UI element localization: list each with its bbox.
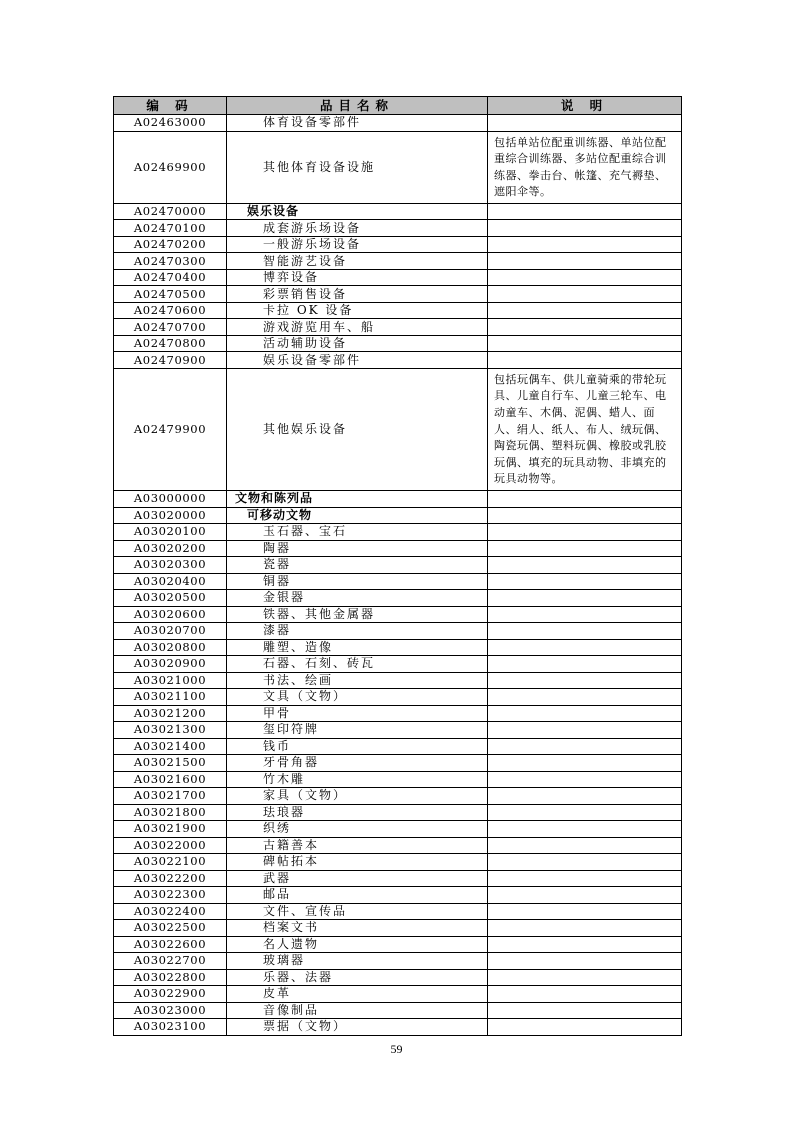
table-row [114, 253, 682, 270]
item-code: A02470100 [114, 220, 227, 237]
item-description [488, 755, 682, 772]
item-description [488, 738, 682, 755]
item-name: 碑帖拓本 [227, 854, 488, 871]
item-code: A03022000 [114, 837, 227, 854]
item-description [488, 236, 682, 253]
item-name: 玺印符牌 [227, 722, 488, 739]
item-code: A03020000 [114, 507, 227, 524]
table-row [114, 656, 682, 673]
item-name: 娱乐设备零部件 [227, 352, 488, 369]
item-name: 成套游乐场设备 [227, 220, 488, 237]
table-row [114, 507, 682, 524]
table-row [114, 854, 682, 871]
item-name: 乐器、法器 [227, 969, 488, 986]
item-code: A03020300 [114, 557, 227, 574]
item-description [488, 220, 682, 237]
table-row [114, 672, 682, 689]
item-code: A03022300 [114, 887, 227, 904]
item-name: 文物和陈列品 [227, 491, 488, 508]
table-row [114, 887, 682, 904]
item-code: A03021900 [114, 821, 227, 838]
table-row [114, 755, 682, 772]
table-row [114, 319, 682, 336]
item-code: A03022200 [114, 870, 227, 887]
table-row [114, 352, 682, 369]
item-name: 票据（文物） [227, 1019, 488, 1036]
item-code: A03023000 [114, 1002, 227, 1019]
item-name: 文具（文物） [227, 689, 488, 706]
item-description [488, 689, 682, 706]
item-code: A03020700 [114, 623, 227, 640]
table-row [114, 606, 682, 623]
table-row [114, 738, 682, 755]
table-row [114, 804, 682, 821]
item-name: 金银器 [227, 590, 488, 607]
item-description [488, 269, 682, 286]
item-description [488, 639, 682, 656]
item-description [488, 953, 682, 970]
item-name: 皮革 [227, 986, 488, 1003]
item-description [488, 1002, 682, 1019]
item-code: A03021400 [114, 738, 227, 755]
table-row [114, 722, 682, 739]
table-row [114, 1002, 682, 1019]
table-row [114, 220, 682, 237]
item-name: 钱币 [227, 738, 488, 755]
header-code: 编 码 [114, 97, 227, 115]
item-description [488, 623, 682, 640]
table-row [114, 131, 682, 203]
table-row [114, 903, 682, 920]
item-description [488, 573, 682, 590]
item-name: 铁器、其他金属器 [227, 606, 488, 623]
item-description [488, 319, 682, 336]
table-row [114, 491, 682, 508]
item-code: A02470500 [114, 286, 227, 303]
item-code: A02470600 [114, 302, 227, 319]
item-description [488, 557, 682, 574]
item-code: A03022700 [114, 953, 227, 970]
item-description [488, 507, 682, 524]
item-code: A03020900 [114, 656, 227, 673]
item-name: 名人遗物 [227, 936, 488, 953]
table-row [114, 969, 682, 986]
item-code: A03020800 [114, 639, 227, 656]
item-name: 古籍善本 [227, 837, 488, 854]
item-code: A02470700 [114, 319, 227, 336]
catalog-table [113, 96, 682, 1036]
item-code: A03021700 [114, 788, 227, 805]
table-row [114, 689, 682, 706]
item-description [488, 352, 682, 369]
item-name: 陶器 [227, 540, 488, 557]
item-description [488, 524, 682, 541]
table-row [114, 115, 682, 132]
item-name: 文件、宣传品 [227, 903, 488, 920]
table-row [114, 368, 682, 490]
table-row [114, 936, 682, 953]
item-code: A02470400 [114, 269, 227, 286]
item-name: 博弈设备 [227, 269, 488, 286]
item-name: 档案文书 [227, 920, 488, 937]
item-name: 其他体育设备设施 [227, 131, 488, 203]
item-name: 游戏游览用车、船 [227, 319, 488, 336]
item-description [488, 788, 682, 805]
item-code: A03020600 [114, 606, 227, 623]
item-code: A03022900 [114, 986, 227, 1003]
table-row [114, 540, 682, 557]
item-name: 彩票销售设备 [227, 286, 488, 303]
item-name: 体育设备零部件 [227, 115, 488, 132]
item-name: 瓷器 [227, 557, 488, 574]
item-description [488, 837, 682, 854]
table-row [114, 1019, 682, 1036]
item-description: 包括玩偶车、供儿童骑乘的带轮玩具、儿童自行车、儿童三轮车、电动童车、木偶、泥偶、蜡人、面人、绢人、纸人、布人、绒玩偶、陶瓷玩偶、塑料玩偶、橡胶或乳胶玩偶、填充的玩具动物、非填充的玩具动物等。 [488, 368, 682, 490]
item-description [488, 722, 682, 739]
item-name: 娱乐设备 [227, 203, 488, 220]
table-row [114, 286, 682, 303]
item-name: 可移动文物 [227, 507, 488, 524]
item-code: A03021600 [114, 771, 227, 788]
item-name: 书法、绘画 [227, 672, 488, 689]
item-description [488, 986, 682, 1003]
table-row [114, 524, 682, 541]
item-description [488, 115, 682, 132]
item-description [488, 590, 682, 607]
item-name: 石器、石刻、砖瓦 [227, 656, 488, 673]
table-row [114, 269, 682, 286]
item-description [488, 286, 682, 303]
item-code: A02469900 [114, 131, 227, 203]
item-code: A03023100 [114, 1019, 227, 1036]
item-description [488, 854, 682, 871]
item-name: 雕塑、造像 [227, 639, 488, 656]
item-name: 玻璃器 [227, 953, 488, 970]
item-description [488, 656, 682, 673]
item-name: 家具（文物） [227, 788, 488, 805]
item-code: A02470900 [114, 352, 227, 369]
table-row [114, 953, 682, 970]
item-name: 铜器 [227, 573, 488, 590]
item-name: 玉石器、宝石 [227, 524, 488, 541]
table-row [114, 557, 682, 574]
item-code: A03021100 [114, 689, 227, 706]
header-name: 品目名称 [227, 97, 488, 115]
item-code: A03020400 [114, 573, 227, 590]
item-name: 珐琅器 [227, 804, 488, 821]
item-description [488, 920, 682, 937]
table-row [114, 590, 682, 607]
item-code: A03021200 [114, 705, 227, 722]
item-description [488, 606, 682, 623]
table-row [114, 302, 682, 319]
item-code: A03022500 [114, 920, 227, 937]
item-description [488, 804, 682, 821]
item-code: A02470300 [114, 253, 227, 270]
item-description [488, 771, 682, 788]
table-row [114, 203, 682, 220]
item-description [488, 302, 682, 319]
table-row [114, 573, 682, 590]
item-name: 漆器 [227, 623, 488, 640]
item-description [488, 870, 682, 887]
item-description [488, 491, 682, 508]
item-description [488, 1019, 682, 1036]
item-name: 其他娱乐设备 [227, 368, 488, 490]
item-description [488, 335, 682, 352]
item-description [488, 540, 682, 557]
page-number: 59 [390, 1042, 403, 1056]
item-code: A03022800 [114, 969, 227, 986]
table-row [114, 236, 682, 253]
item-name: 一般游乐场设备 [227, 236, 488, 253]
item-name: 织绣 [227, 821, 488, 838]
table-row [114, 335, 682, 352]
table-body [114, 115, 682, 1036]
item-name: 竹木雕 [227, 771, 488, 788]
item-code: A03022600 [114, 936, 227, 953]
catalog-table-container [113, 96, 681, 1036]
table-row [114, 771, 682, 788]
item-code: A03021300 [114, 722, 227, 739]
item-code: A02463000 [114, 115, 227, 132]
item-code: A03021000 [114, 672, 227, 689]
item-name: 武器 [227, 870, 488, 887]
item-code: A02479900 [114, 368, 227, 490]
item-description [488, 887, 682, 904]
item-code: A03000000 [114, 491, 227, 508]
item-name: 音像制品 [227, 1002, 488, 1019]
item-code: A03020500 [114, 590, 227, 607]
item-code: A03020100 [114, 524, 227, 541]
item-description [488, 969, 682, 986]
item-description [488, 903, 682, 920]
table-row [114, 821, 682, 838]
item-name: 卡拉 OK 设备 [227, 302, 488, 319]
item-code: A03021500 [114, 755, 227, 772]
item-description [488, 705, 682, 722]
item-name: 甲骨 [227, 705, 488, 722]
table-row [114, 870, 682, 887]
header-desc: 说 明 [488, 97, 682, 115]
table-row [114, 986, 682, 1003]
item-code: A02470200 [114, 236, 227, 253]
table-row [114, 837, 682, 854]
item-name: 邮品 [227, 887, 488, 904]
item-name: 活动辅助设备 [227, 335, 488, 352]
item-code: A03021800 [114, 804, 227, 821]
table-header-row [114, 97, 682, 115]
item-code: A02470000 [114, 203, 227, 220]
table-row [114, 920, 682, 937]
item-description [488, 672, 682, 689]
table-row [114, 623, 682, 640]
item-code: A02470800 [114, 335, 227, 352]
table-row [114, 705, 682, 722]
item-description [488, 253, 682, 270]
item-code: A03020200 [114, 540, 227, 557]
item-description: 包括单站位配重训练器、单站位配重综合训练器、多站位配重综合训练器、拳击台、帐篷、充气褥垫、遮阳伞等。 [488, 131, 682, 203]
item-name: 牙骨角器 [227, 755, 488, 772]
table-row [114, 639, 682, 656]
item-code: A03022100 [114, 854, 227, 871]
item-name: 智能游艺设备 [227, 253, 488, 270]
item-description [488, 821, 682, 838]
item-description [488, 203, 682, 220]
table-row [114, 788, 682, 805]
item-description [488, 936, 682, 953]
item-code: A03022400 [114, 903, 227, 920]
